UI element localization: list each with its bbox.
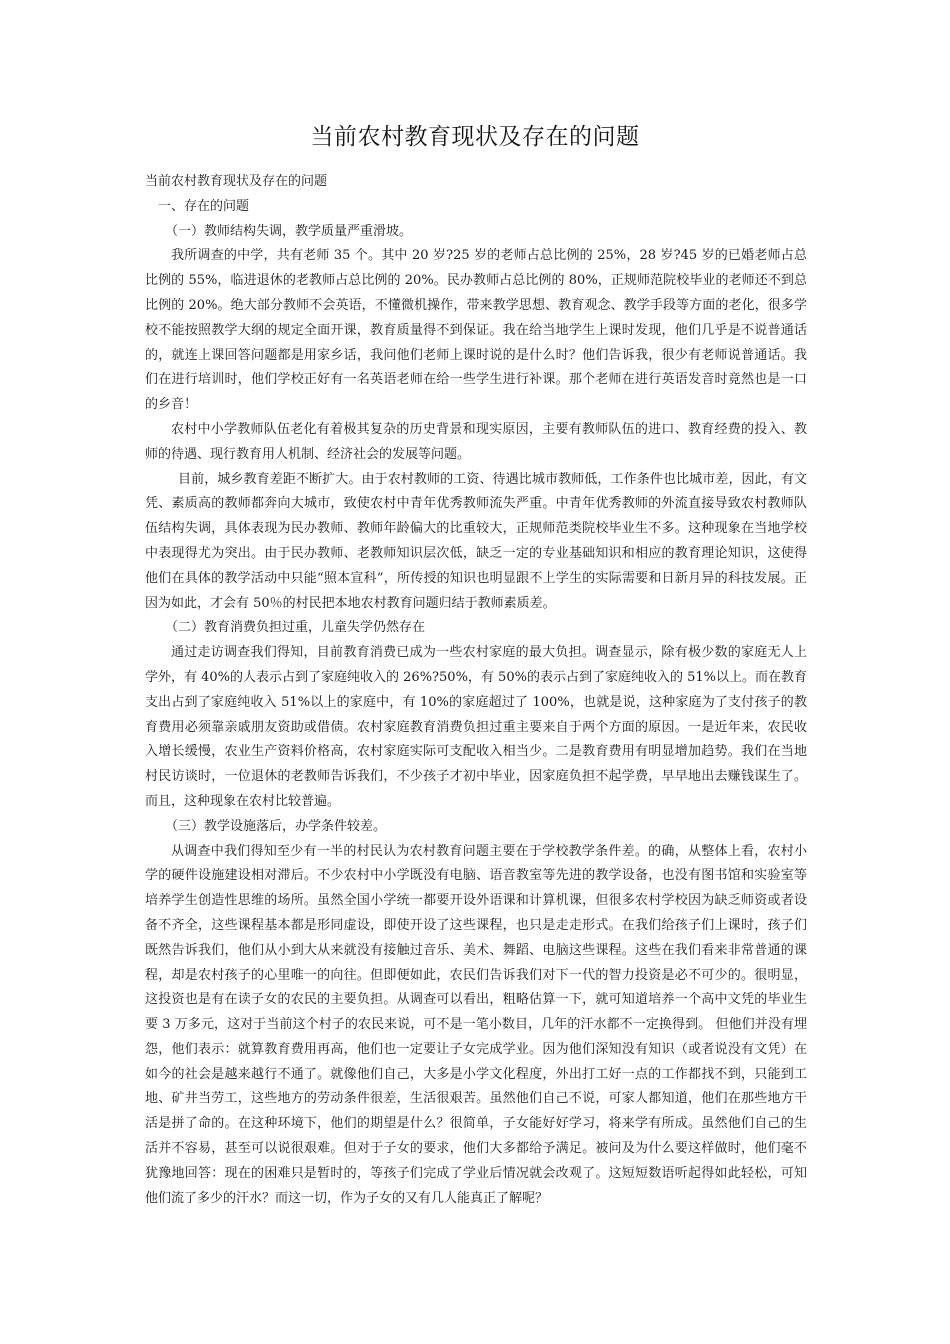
document-subtitle: 当前农村教育现状及存在的问题 (145, 174, 328, 189)
paragraph-facilities: 从调查中我们得知至少有一半的村民认为农村教育问题主要在于学校教学条件差。的确，从整体上看，农村小学的硬件设施建设相对滞后。不少农村中小学既没有电脑、语音教室等先进的教学设备，也没有图书馆和实验室等培养学生创造性思维的场所。虽然全国小学统一都要开设外语课和计算机课，但很多农村学校因为缺乏师资或者设备不齐全，这些课程基本都是形同虚设，即使开设了这些课程，也只是走走形式。在我们给孩子们上课时，孩子们既然告诉我们，他们从小到大从来就没有接触过音乐、美术、舞蹈、电脑这些课程。这些在我们看来非常普通的课程，却是农村孩子的心里唯一的向往。但即便如此，农民们告诉我们对下一代的智力投资是必不可少的。很明显，这投资也是有在读子女的农民的主要负担。从调查可以看出，粗略估算一下，就可知道培养一个高中文凭的毕业生要 3 万多元，这对于当前这个村子的农民来说，可不是一笔小数目，几年的汗水都不一定换得到。 但他们并没有埋怨，他们表示：就算教育费用再高，他们也一定要让子女完成学业。因为他们深知没有知识（或者说没有文凭）在如今的社会是越来越行不通了。就像他们自己，大多是小学文化程度，外出打工好一点的工作都找不到，只能到工地、矿井当劳工，这些地方的劳动条件很差，生活很艰苦。虽然他们自己不说，可家人都知道，他们在那些地方干活是拼了命的。在这种环境下，他们的期望是什么？很简单，子女能好好学习，将来学有所成。虽然他们自己的生活并不容易，甚至可以说很艰难。但对于子女的要求，他们大多都给予满足。被问及为什么要这样做时，他们毫不犹豫地回答：现在的困难只是暂时的，等孩子们完成了学业后情况就会改观了。这短短数语听起得如此轻松，可知他们流了多少的汗水？而这一切，作为子女的又有几人能真正了解呢？ (145, 843, 807, 1206)
subsection-heading-education-cost: （二）教育消费负担过重，儿童失学仍然存在 (165, 620, 426, 636)
section-heading-problems: 一、存在的问题 (158, 198, 250, 214)
document-title: 当前农村教育现状及存在的问题 (310, 124, 640, 150)
paragraph-teacher-survey: 我所调查的中学，共有老师 35 个。其中 20 岁?25 岁的老师占总比例的 25%，28 岁?45 岁的已婚老师占总比例的 55%，临进退休的老教师占总比例的 20%。民办教师占总比例的 80%，正规师范院校毕业的老师还不到总比例的 20%。绝大部分教师不会英语，不懂微机操作，带来教学思想、教育观念、教学手段等方面的老化，很多学校不能按照教学大纲的规定全面开课，教育质量得不到保证。我在给当地学生上课时发现，他们几乎是不说普通话的，就连上课回答问题都是用家乡话，我问他们老师上课时说的是什么时？他们告诉我，很少有老师说普通话。我们在进行培训时，他们学校正好有一名英语老师在给一些学生进行补课。那个老师在进行英语发音时竟然也是一口的乡音！ (145, 248, 807, 413)
paragraph-aging-reasons: 农村中小学教师队伍老化有着极其复杂的历史背景和现实原因，主要有教师队伍的进口、教育经费的投入、教师的待遇、现行教育用人机制、经济社会的发展等问题。 (145, 421, 807, 462)
paragraph-urban-rural-gap: 目前，城乡教育差距不断扩大。由于农村教师的工资、待遇比城市教师低，工作条件也比城市差，因此，有文凭、素质高的教师都奔向大城市，致使农村中青年优秀教师流失严重。中青年优秀教师的外流直接导致农村教师队伍结构失调，具体表现为民办教师、教师年龄偏大的比重较大，正规师范类院校毕业生不多。这种现象在当地学校中表现得尤为突出。由于民办教师、老教师知识层次低，缺乏一定的专业基础知识和相应的教育理论知识，这使得他们在具体的教学活动中只能“照本宣科”，所传授的知识也明显跟不上学生的实际需要和日新月异的科技发展。正因为如此，才会有 50％的村民把本地农村教育问题归结于教师素质差。 (145, 471, 807, 611)
paragraph-education-cost: 通过走访调查我们得知，目前教育消费已成为一些农村家庭的最大负担。调查显示，除有极少数的家庭无人上学外，有 40%的人表示占到了家庭纯收入的 26%?50%，有 50%的表示占到了家庭纯收入的 51%以上。而在教育支出占到了家庭纯收入 51%以上的家庭中，有 10%的家庭超过了 100%，也就是说，这种家庭为了支付孩子的教育费用必须靠亲戚朋友资助或借债。农村家庭教育消费负担过重主要来自于两个方面的原因。一是近年来，农民收入增长缓慢，农业生产资料价格高，农村家庭实际可支配收入相当少。二是教育费用有明显增加趋势。我们在当地村民访谈时，一位退休的老教师告诉我们，不少孩子才初中毕业，因家庭负担不起学费，早早地出去赚钱谋生了。而且，这种现象在农村比较普遍。 (145, 645, 807, 809)
subsection-heading-facilities: （三）教学设施落后，办学条件较差。 (165, 818, 387, 834)
document-body (145, 170, 807, 1211)
subsection-heading-teachers: （一）教师结构失调，教学质量严重滑坡。 (165, 223, 413, 239)
